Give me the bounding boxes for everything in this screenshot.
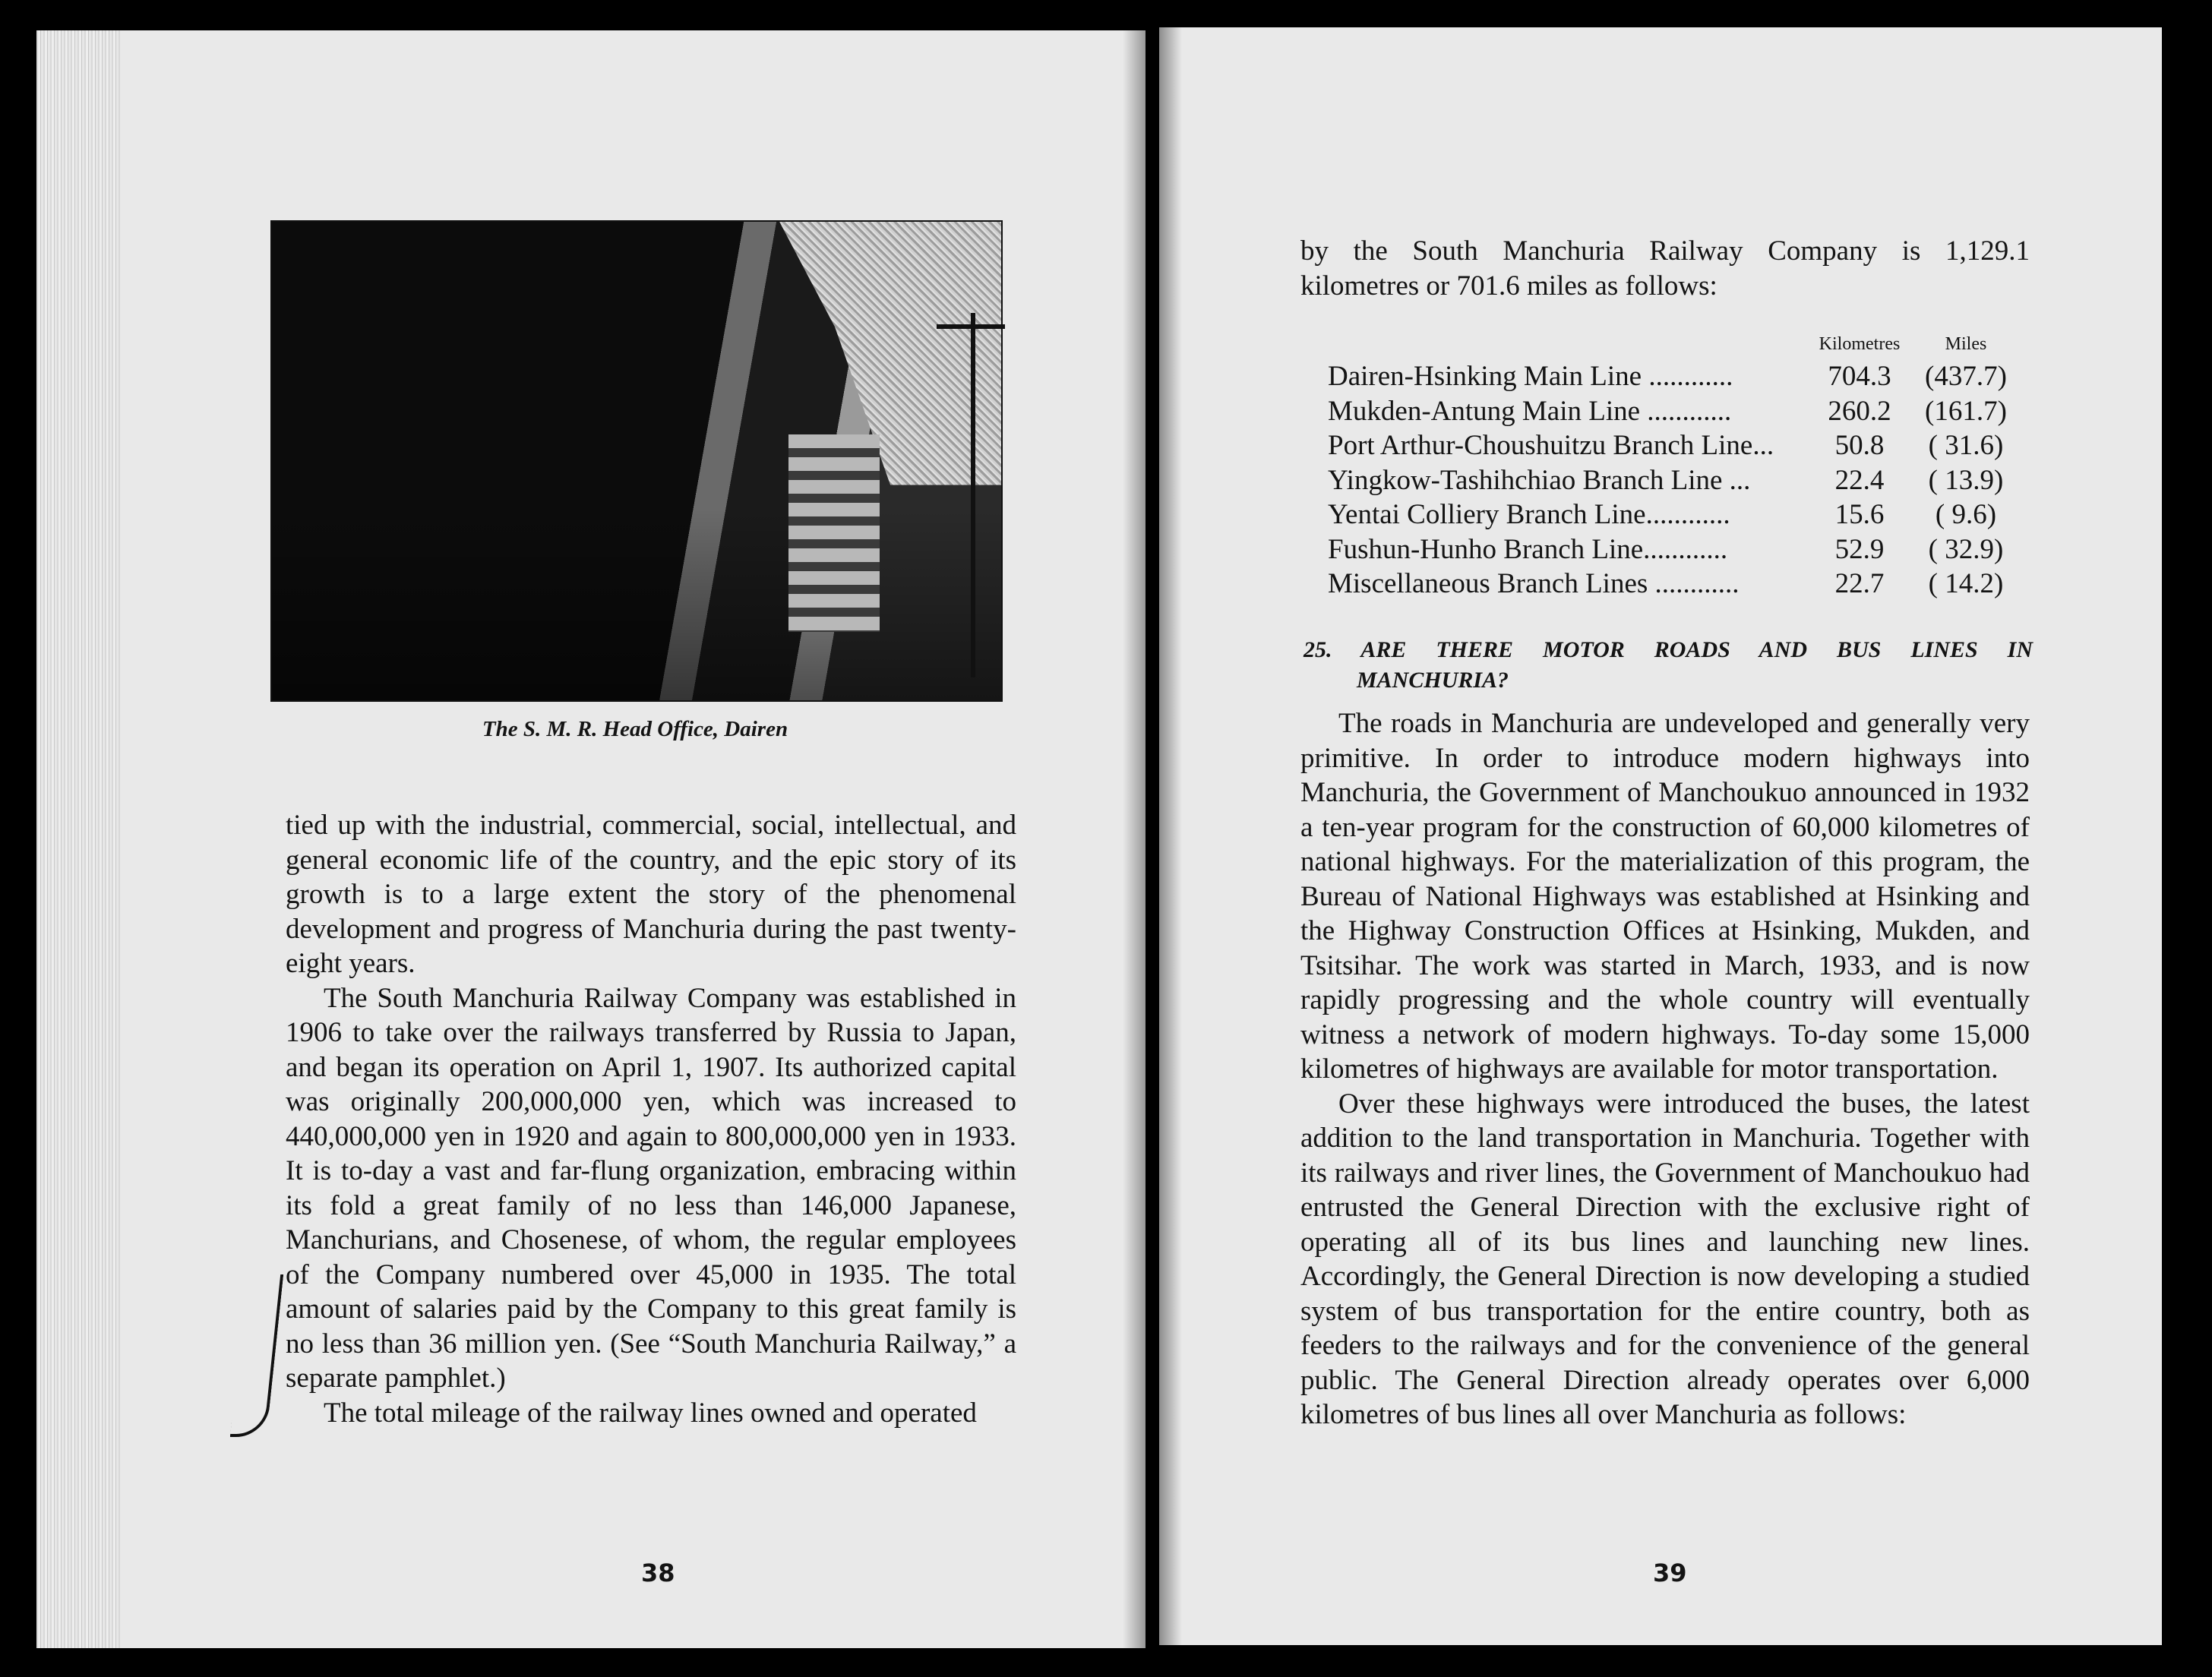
paragraph: The total mileage of the railway lines owned and operated [324, 1397, 977, 1429]
miles-value: (161.7) [1925, 395, 2007, 427]
page-number: 38 [641, 1559, 675, 1587]
line-name: Miscellaneous Branch Lines ............ [1328, 568, 1740, 600]
table-row [1328, 532, 2019, 567]
head-office-photo [270, 220, 1003, 702]
kilometres-value: 52.9 [1834, 533, 1885, 565]
table-row [1328, 428, 2019, 463]
photo-caption: The S. M. R. Head Office, Dairen [482, 717, 788, 741]
line-name: Port Arthur-Choushuitzu Branch Line... [1328, 430, 1774, 462]
gutter-shadow [1123, 30, 1146, 1648]
page-number: 39 [1653, 1559, 1687, 1587]
right-page [1159, 27, 2162, 1645]
table-row [1328, 463, 2019, 498]
right-body-text [1300, 706, 2030, 1432]
paragraph: Over these highways were introduced the buses, the latest addition to the land transportation in Manchuria. Together with its railways and river lines, the Government of Manchoukuo had entrusted the General Direction with the exclusive right of operating all of its bus lines and launching new lines. Accordingly, the General Direction is now developing a studied system of bus transportation for the entire country, both as feeders to the railways and for the convenience of the general public. The General Direction already operates over 6,000 kilometres of bus lines all over Manchuria as follows: [1300, 1088, 2030, 1430]
photo-building [788, 434, 880, 632]
left-page [36, 30, 1146, 1648]
heading-line: 25. ARE THERE MOTOR ROADS AND BUS LINES IN [1304, 637, 2033, 662]
line-name: Yentai Colliery Branch Line............ [1328, 499, 1730, 531]
line-name: Mukden-Antung Main Line ............ [1328, 395, 1732, 427]
table-header-row [1328, 334, 2019, 359]
paragraph: The roads in Manchuria are undeveloped and generally very primitive. In order to introduce modern highways into Manchuria, the Government of Manchoukuo announced in 1932 a ten-year program for the construction of 60,000 kilometres of national highways. For the materialization of this program, the Bureau of National Highways was established at Hsinking and the Highway Construction Offices at Hsinking, Mukden, and Tsitsihar. The work was started in March, 1933, and is now rapidly progressing and the whole country will eventually witness a network of modern highways. To-day some 15,000 kilometres of highways are available for motor transportation. [1300, 708, 2030, 1085]
photo-pole-crossbar [937, 324, 1005, 329]
section-heading [1304, 635, 2033, 696]
kilometres-value: 22.7 [1834, 568, 1885, 600]
table-row [1328, 359, 2019, 394]
miles-value: ( 14.2) [1928, 568, 2004, 600]
column-header-km: Kilometres [1819, 334, 1901, 354]
paragraph: tied up with the industrial, commercial, social, intellectual, and general economic life of the country, and the epic story of its growth is to a large extent the story of the phenomenal development and progress of Manchuria during the past twenty-eight years. [286, 810, 1016, 979]
miles-value: (437.7) [1925, 361, 2007, 393]
miles-value: ( 9.6) [1935, 499, 1997, 531]
line-name: Yingkow-Tashihchiao Branch Line ... [1328, 464, 1751, 496]
line-name: Fushun-Hunho Branch Line............ [1328, 533, 1728, 565]
table-row [1328, 567, 2019, 602]
paragraph: The South Manchuria Railway Company was established in 1906 to take over the railways transferred by Russia to Japan, and began its operation on April 1, 1907. Its authorized capital was originally 200,000,000 yen, which was increased to 440,000,000 yen in 1920 and again to 800,000,000 yen in 1933. It is to-day a vast and far-flung organization, embracing within its fold a great family of no less than 146,000 Japanese, Manchurians, and Chosenese, of whom, the regular employees of the Company numbered over 45,000 in 1935. The total amount of salaries paid by the Company to this great family is no less than 36 million yen. (See “South Manchuria Railway,” a separate pamphlet.) [286, 982, 1016, 1394]
railway-mileage-table [1328, 334, 2019, 602]
paragraph: by the South Manchuria Railway Company is 1,129.1 kilometres or 701.6 miles as follows: [1300, 235, 2030, 302]
table-row [1328, 497, 2019, 532]
miles-value: ( 13.9) [1928, 464, 2004, 496]
kilometres-value: 22.4 [1834, 464, 1885, 496]
gutter-shadow [1159, 27, 1182, 1645]
kilometres-value: 704.3 [1828, 361, 1891, 393]
left-body-text [286, 808, 1016, 1430]
handwritten-bracket-mark [230, 1274, 283, 1437]
right-intro-text [1300, 234, 2030, 303]
kilometres-value: 50.8 [1834, 430, 1885, 462]
page-edge-decoration [36, 30, 120, 1648]
kilometres-value: 15.6 [1834, 499, 1885, 531]
column-header-line [1328, 334, 1806, 359]
kilometres-value: 260.2 [1828, 395, 1891, 427]
miles-value: ( 31.6) [1928, 430, 2004, 462]
miles-value: ( 32.9) [1928, 533, 2004, 565]
column-header-mi: Miles [1945, 334, 1987, 354]
table-row [1328, 394, 2019, 429]
photo-pole [971, 313, 975, 677]
heading-line: MANCHURIA? [1357, 668, 1509, 693]
line-name: Dairen-Hsinking Main Line ............ [1328, 361, 1733, 393]
